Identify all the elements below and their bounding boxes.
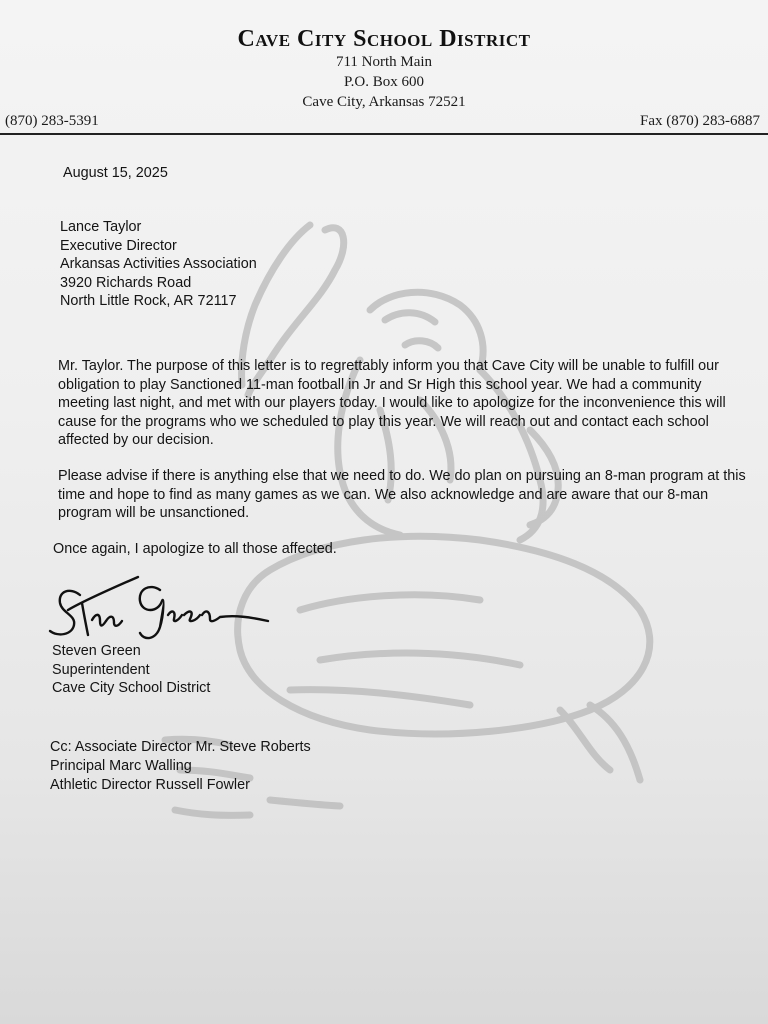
address-line-2: P.O. Box 600 bbox=[343, 74, 425, 90]
recipient-name: Lance Taylor bbox=[60, 219, 142, 235]
fax-number: Fax (870) 283-6887 bbox=[640, 113, 760, 129]
signer-organization: Cave City School District bbox=[52, 680, 211, 696]
body-paragraph-1: Mr. Taylor. The purpose of this letter is to regrettably inform you that Cave City will be unable to fulfill our obligation to play Sanctioned 11-man football in Jr and Sr High this school year. We had a community meeting last night, and met with our players today. I would like to apologize for the inconvenience this will cause for the programs who we scheduled to play this year. We will reach out and contact each school affected by our decision. bbox=[58, 358, 726, 449]
recipient-organization: Arkansas Activities Association bbox=[60, 256, 257, 272]
cc-line-1: Cc: Associate Director Mr. Steve Roberts bbox=[50, 739, 311, 755]
closing-line: Once again, I apologize to all those affected. bbox=[53, 541, 337, 557]
signer-title: Superintendent bbox=[52, 661, 150, 678]
address-line-1: 711 North Main bbox=[335, 54, 433, 70]
cc-list bbox=[50, 738, 311, 795]
cc-line-2: Principal Marc Walling bbox=[50, 758, 192, 774]
recipient-address bbox=[60, 218, 257, 311]
signer-name: Steven Green bbox=[52, 643, 141, 659]
district-title: Cave City School District bbox=[237, 26, 531, 52]
handwritten-signature-icon bbox=[40, 565, 270, 650]
signer-block bbox=[52, 642, 210, 698]
cc-line-3: Athletic Director Russell Fowler bbox=[50, 777, 250, 793]
letterhead-divider bbox=[0, 133, 768, 135]
phone-number: (870) 283-5391 bbox=[5, 113, 99, 129]
recipient-city: North Little Rock, AR 72117 bbox=[60, 293, 237, 309]
recipient-street: 3920 Richards Road bbox=[60, 274, 192, 291]
recipient-title: Executive Director bbox=[60, 237, 177, 254]
letter-date: August 15, 2025 bbox=[63, 165, 168, 181]
address-line-3: Cave City, Arkansas 72521 bbox=[302, 94, 466, 110]
body-paragraph-2: Please advise if there is anything else that we need to do. We do plan on pursuing an 8-man program at this time and hope to find as many games as we can. We also acknowledge and are aware that our 8-man program will be unsanctioned. bbox=[58, 468, 746, 522]
